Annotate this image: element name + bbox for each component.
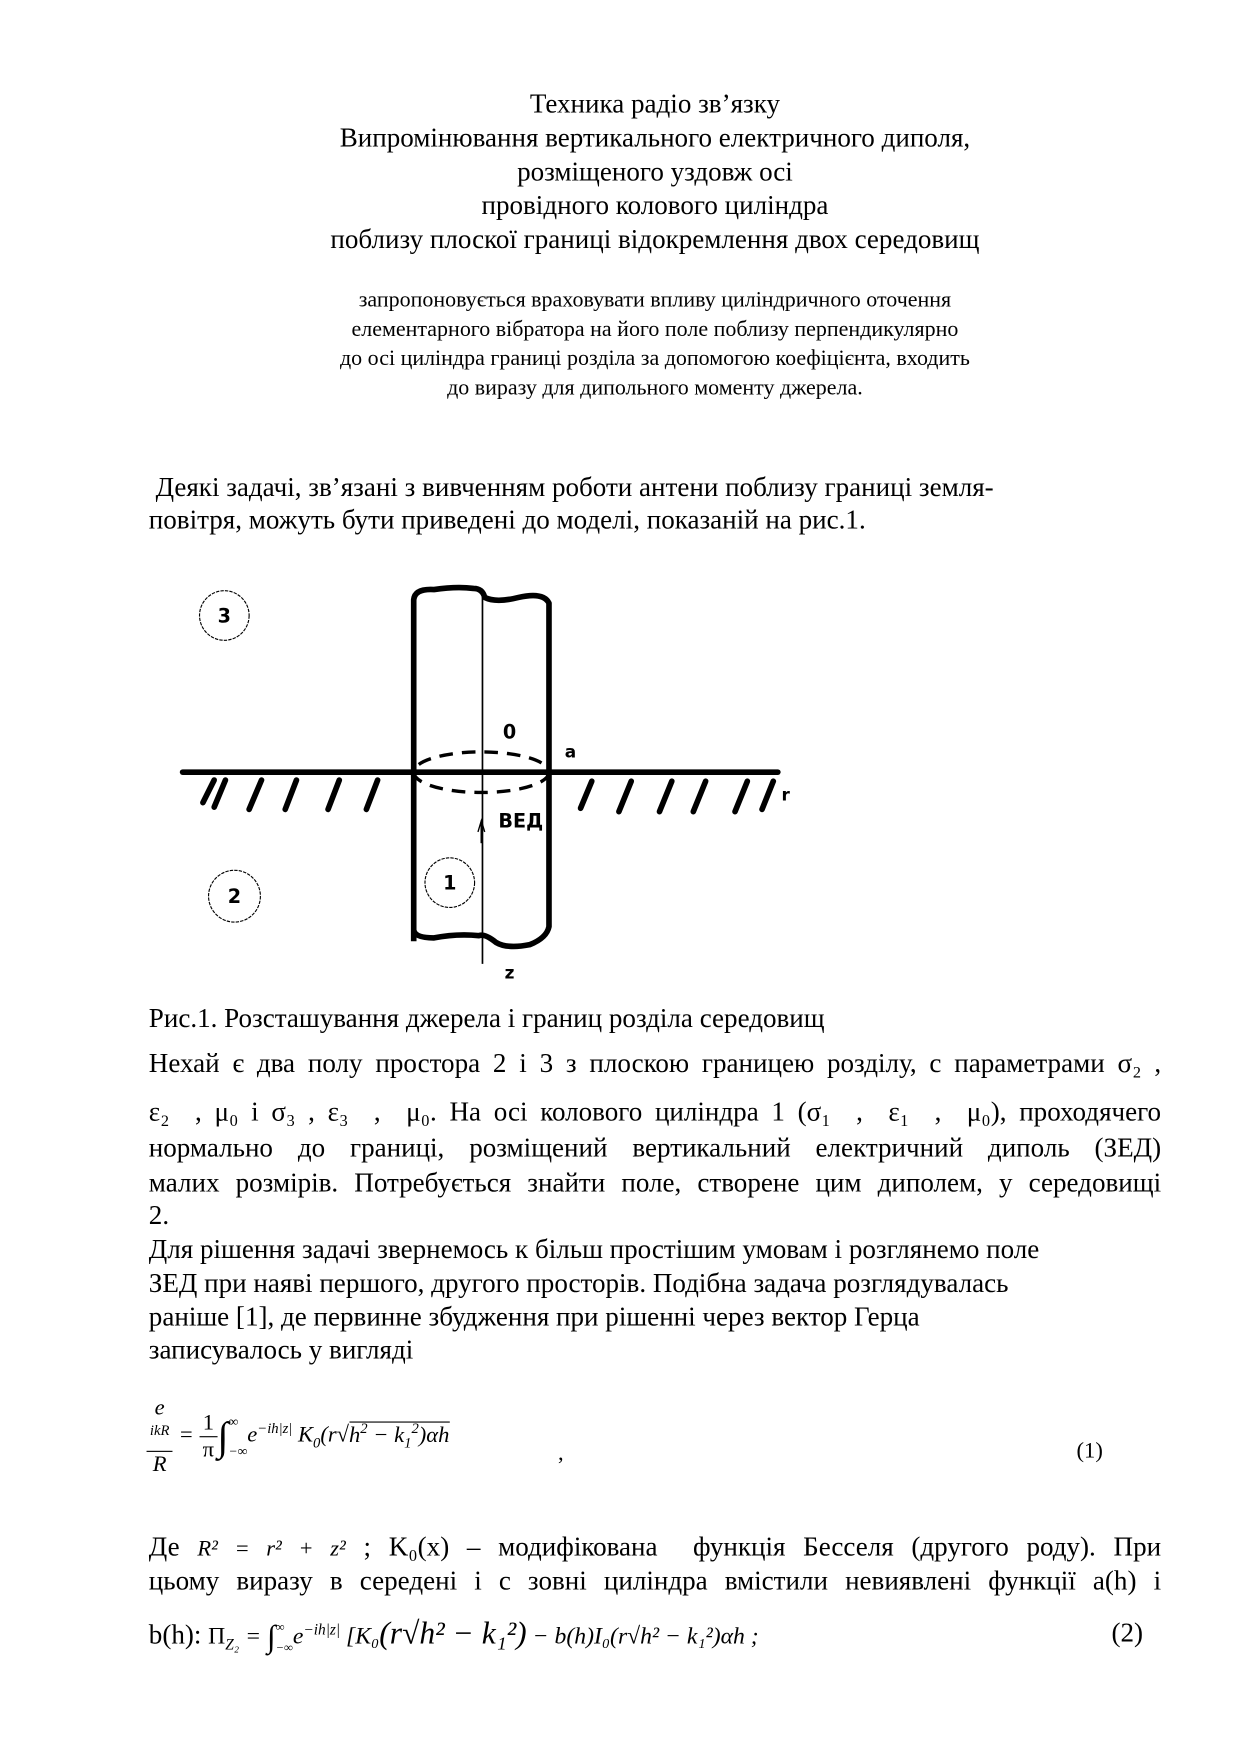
equation-1-number: (1) [1076, 1438, 1103, 1464]
abstract-line-2: елементарного вібратора на його поле поблизу перпендикулярно [351, 317, 959, 342]
abstract-line-3: до осі циліндра границі розділа за допомогою коефіцієнта, входить [339, 347, 970, 371]
body-line-9: записувалось у вигляді [148, 1335, 414, 1366]
r-axis-label: r [781, 784, 790, 805]
body-line-5: 2. [148, 1201, 170, 1231]
region-3-label: 3 [217, 604, 231, 628]
body-line-3: нормально до границі, розміщений вертикальний електричний диполь (ЗЕД) [148, 1134, 1162, 1164]
title-line-3: розміщеного уздовж осі [517, 157, 793, 188]
equation-2: b(h): $\Pi_{Z_2}$ = ∫ ∞ −∞ $e^{-ih|z|}$ [K₀(r√h² − k₁²) − b(h)I₀(r√h² − k₁²)αh ; [148, 1616, 759, 1656]
body-line-4: малих розмірів. Потребується знайти поле, створене цим диполем, у середовищі [148, 1168, 1162, 1199]
origin-label: 0 [502, 720, 517, 744]
abstract-line-1: запропоновується враховувати впливу циліндричного оточення [358, 288, 952, 313]
body-line-1: Нехай є два полу простора 2 і 3 з плоскою границею розділу, с параметрами σ₂ , [148, 1049, 1162, 1079]
r-squared-formula: R² = r² + z² [197, 1536, 346, 1562]
z-axis-label: z [504, 962, 515, 983]
abstract-line-4: до виразу для дипольного моменту джерела. [447, 376, 863, 401]
equation-1-comma: , [557, 1440, 564, 1466]
figure-caption: Рис.1. Розсташування джерела і границ розділа середовищ [148, 1004, 825, 1034]
title-line-1: Техника радіо зв’язку [529, 90, 781, 120]
region-2-label: 2 [227, 884, 242, 908]
body-line-2: ε₂ , μ₀ і σ₃ , ε₃ , μ₀. На осі колового циліндра 1 (σ₁ , ε₁ , μ₀), проходячего [148, 1097, 1162, 1128]
region-1-label: 1 [443, 871, 457, 895]
intro-line-1: Деякі задачі, зв’язані з вивченням роботи антени поблизу границі земля- [148, 473, 994, 503]
title-line-2: Випромінювання вертикального електричного диполя, [339, 123, 971, 154]
title-line-4: провідного колового циліндра [481, 191, 829, 221]
equation-2-number: (2) [1111, 1618, 1144, 1649]
ground-hatching [203, 780, 773, 812]
body-line-7: ЗЕД при наяві першого, другого просторів. Подібна задача розглядувалась [148, 1269, 1009, 1299]
cylinder [414, 588, 549, 947]
source-label: ВЕД [498, 809, 544, 833]
equation-1: e $^{ikR}$ R = $\frac{1}{\pi}$ ∫ ∞ −∞ $e^{-ih|z|}$ $K_0(r√h^2 - k_1^2)\alpha h$ [147, 1396, 450, 1478]
definition-line: Де R² = r² + z² ; K₀(x) – модифікована функція Бесселя (другого роду). При [148, 1533, 1162, 1563]
radius-label: a [564, 741, 577, 762]
title-line-5: поблизу плоскої границі відокремлення двох середовищ [330, 225, 980, 255]
body-line-after: цьому виразу в середені і с зовні циліндра вмістили невиявлені функції a(h) і [148, 1566, 1162, 1597]
intro-line-2: повітря, можуть бути приведені до моделі, показаній на рис.1. [148, 506, 866, 536]
body-line-8: раніше [1], де первинне збудження при рішенні через вектор Герца [148, 1303, 920, 1333]
body-line-6: Для рішення задачі звернемось к більш простішим умовам і розглянемо поле [148, 1235, 1040, 1265]
